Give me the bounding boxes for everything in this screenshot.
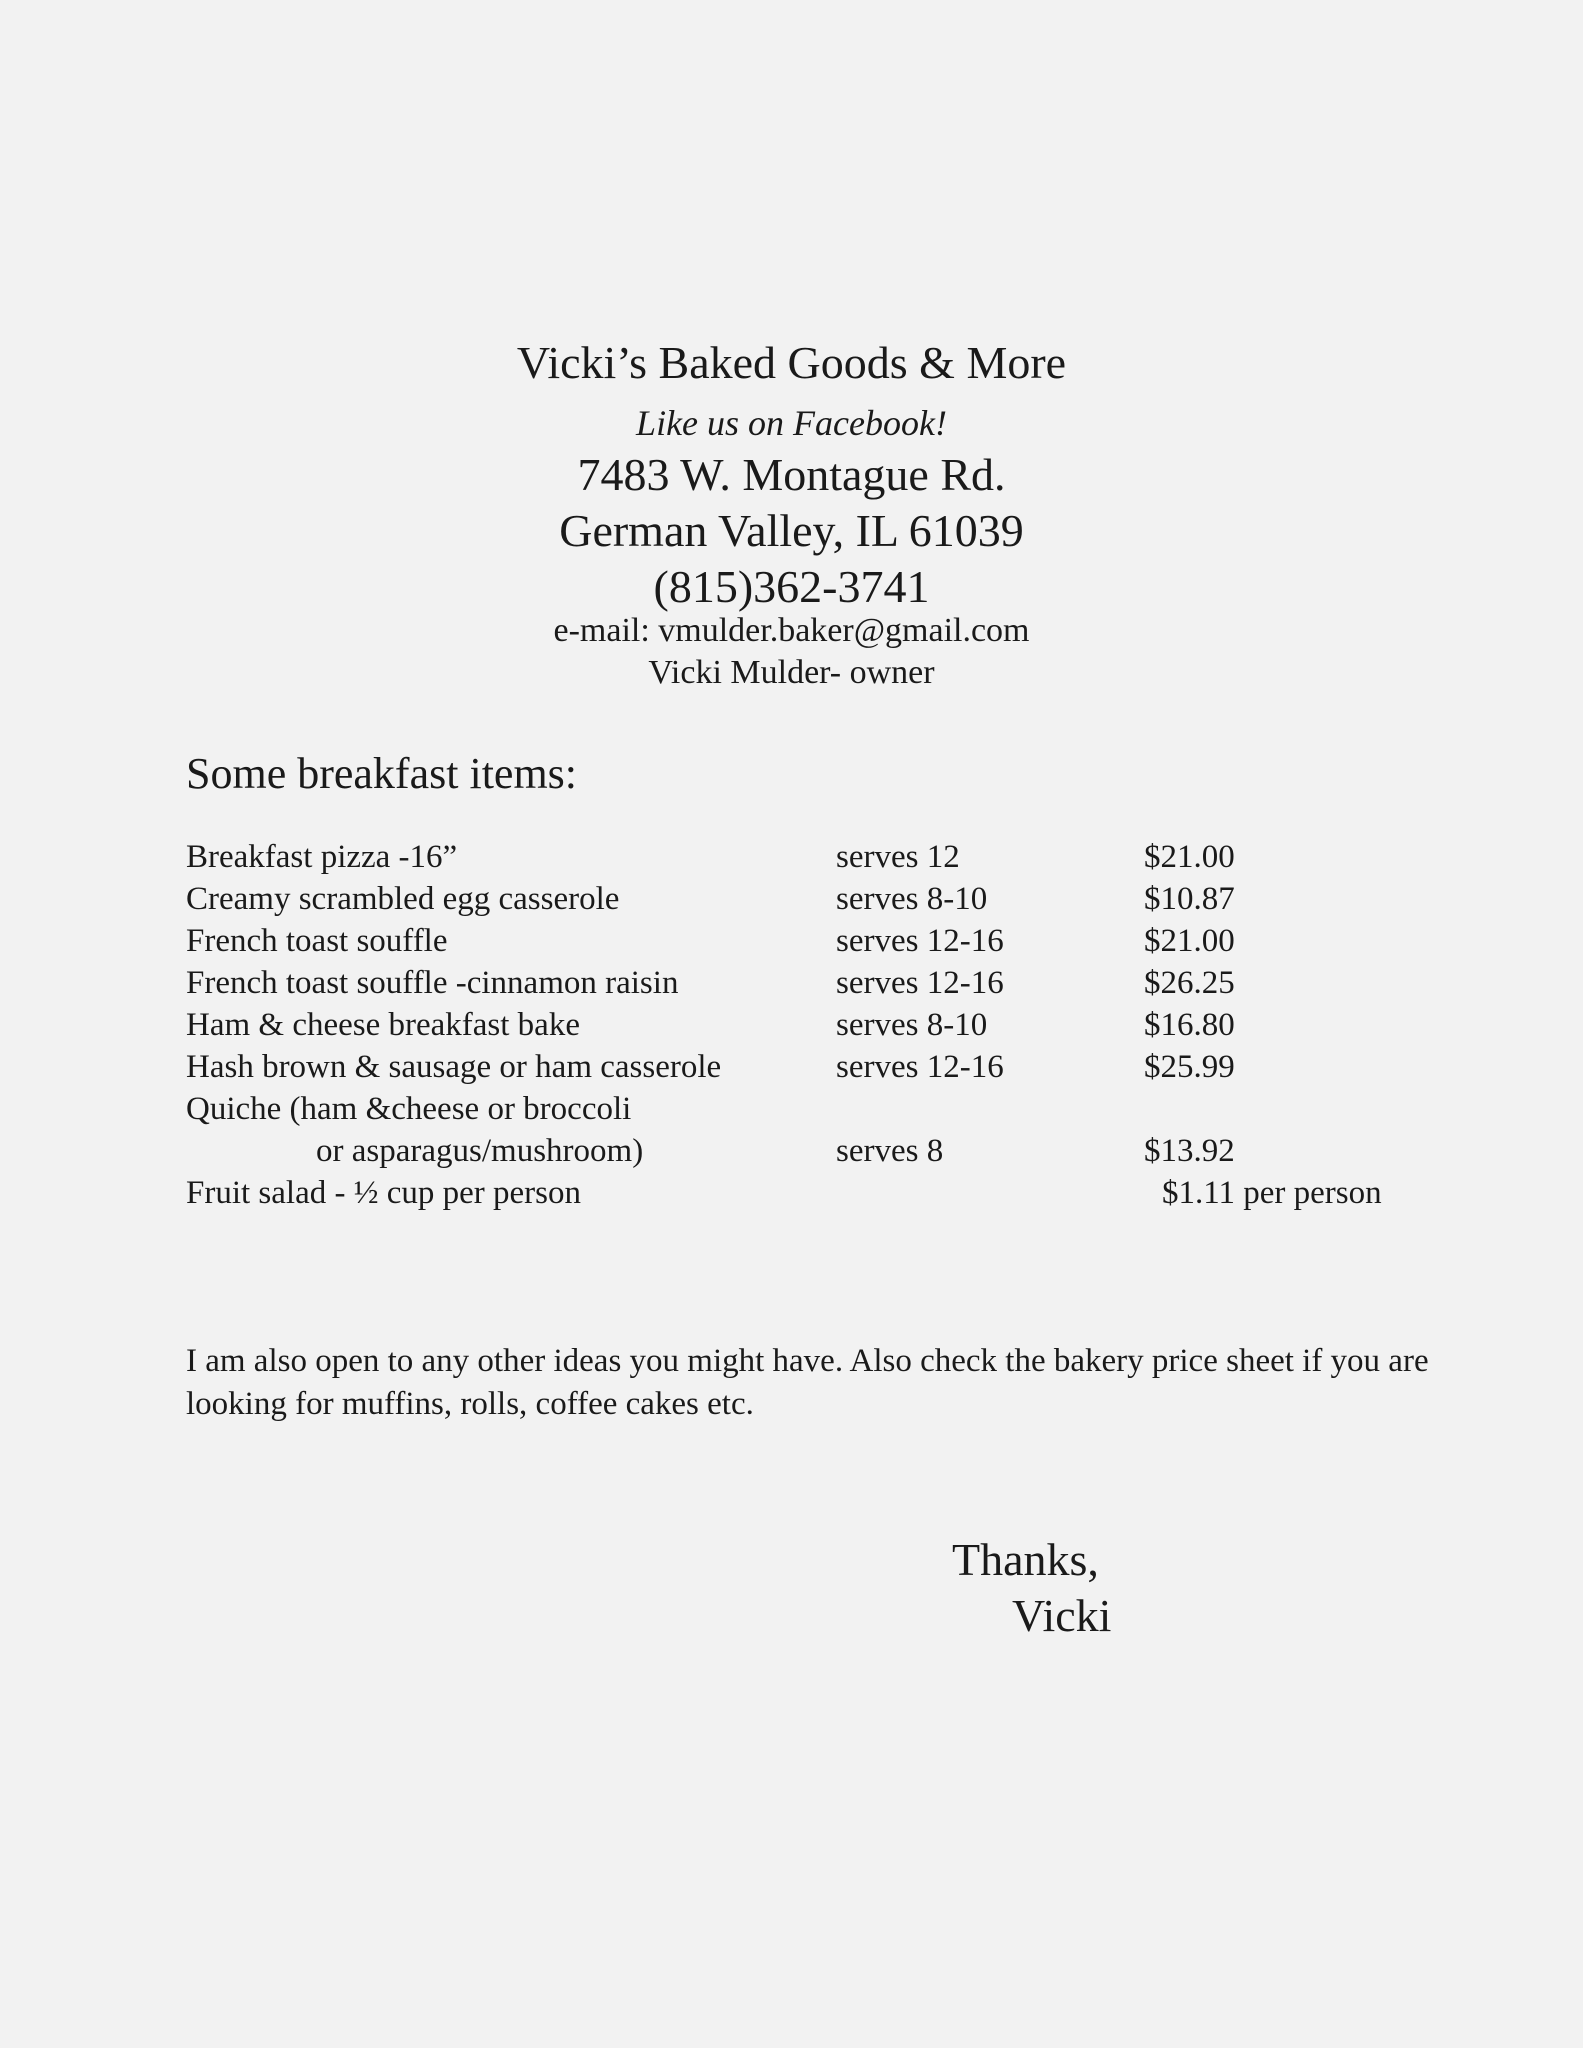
menu-item-name: Quiche (ham &cheese or broccoli: [186, 1091, 632, 1127]
menu-item-price: $10.87: [1144, 881, 1235, 917]
menu-item-serves: serves 8-10: [836, 881, 988, 917]
facebook-note: Like us on Facebook!: [636, 403, 947, 443]
menu-item-name: Breakfast pizza -16”: [186, 839, 458, 875]
menu-row: [186, 920, 1446, 962]
city-state-zip: German Valley, IL 61039: [559, 505, 1024, 556]
menu-row: [186, 1088, 1446, 1130]
menu-item-serves: serves 8: [836, 1133, 944, 1169]
menu-item-price: $16.80: [1144, 1007, 1235, 1043]
menu-row: [186, 1172, 1446, 1214]
menu-row: [186, 1004, 1446, 1046]
menu-item-price: $26.25: [1144, 965, 1235, 1001]
menu-item-serves: serves 12-16: [836, 965, 1004, 1001]
menu-item-price: $21.00: [1144, 923, 1235, 959]
menu-item-serves: serves 12-16: [836, 923, 1004, 959]
signoff: [952, 1532, 1111, 1644]
menu-item-name: Creamy scrambled egg casserole: [186, 881, 620, 917]
menu-item-name: Fruit salad - ½ cup per person: [186, 1175, 581, 1211]
menu-item-name: or asparagus/mushroom): [316, 1133, 644, 1169]
signoff-name: Vicki: [1012, 1590, 1112, 1641]
business-name: Vicki’s Baked Goods & More: [516, 337, 1067, 388]
street-address: 7483 W. Montague Rd.: [577, 449, 1006, 500]
menu-item-serves: serves 8-10: [836, 1007, 988, 1043]
menu-item-serves: serves 12: [836, 839, 960, 875]
menu-item-name: French toast souffle: [186, 923, 448, 959]
menu-row: [186, 1130, 1446, 1172]
menu-item-price: $1.11 per person: [1162, 1175, 1382, 1211]
email-address: e-mail: vmulder.baker@gmail.com: [553, 612, 1030, 649]
menu-row: [186, 1046, 1446, 1088]
signoff-thanks: Thanks,: [952, 1534, 1099, 1585]
menu-item-price: $21.00: [1144, 839, 1235, 875]
menu-item-name: French toast souffle -cinnamon raisin: [186, 965, 679, 1001]
owner-name: Vicki Mulder- owner: [648, 654, 935, 691]
menu-row: [186, 962, 1446, 1004]
phone-number: (815)362-3741: [653, 561, 930, 612]
menu-item-name: Ham & cheese breakfast bake: [186, 1007, 580, 1043]
menu-item-serves: serves 12-16: [836, 1049, 1004, 1085]
menu-item-name: Hash brown & sausage or ham casserole: [186, 1049, 722, 1085]
section-title: Some breakfast items:: [186, 749, 578, 798]
menu-item-price: $13.92: [1144, 1133, 1235, 1169]
menu-row: [186, 878, 1446, 920]
closing-paragraph: I am also open to any other ideas you might have. Also check the bakery price sheet if you are looking for muffins, rolls, coffee cakes etc.: [186, 1343, 1429, 1422]
menu-list: [186, 836, 1446, 1214]
menu-item-price: $25.99: [1144, 1049, 1235, 1085]
menu-row: [186, 836, 1446, 878]
